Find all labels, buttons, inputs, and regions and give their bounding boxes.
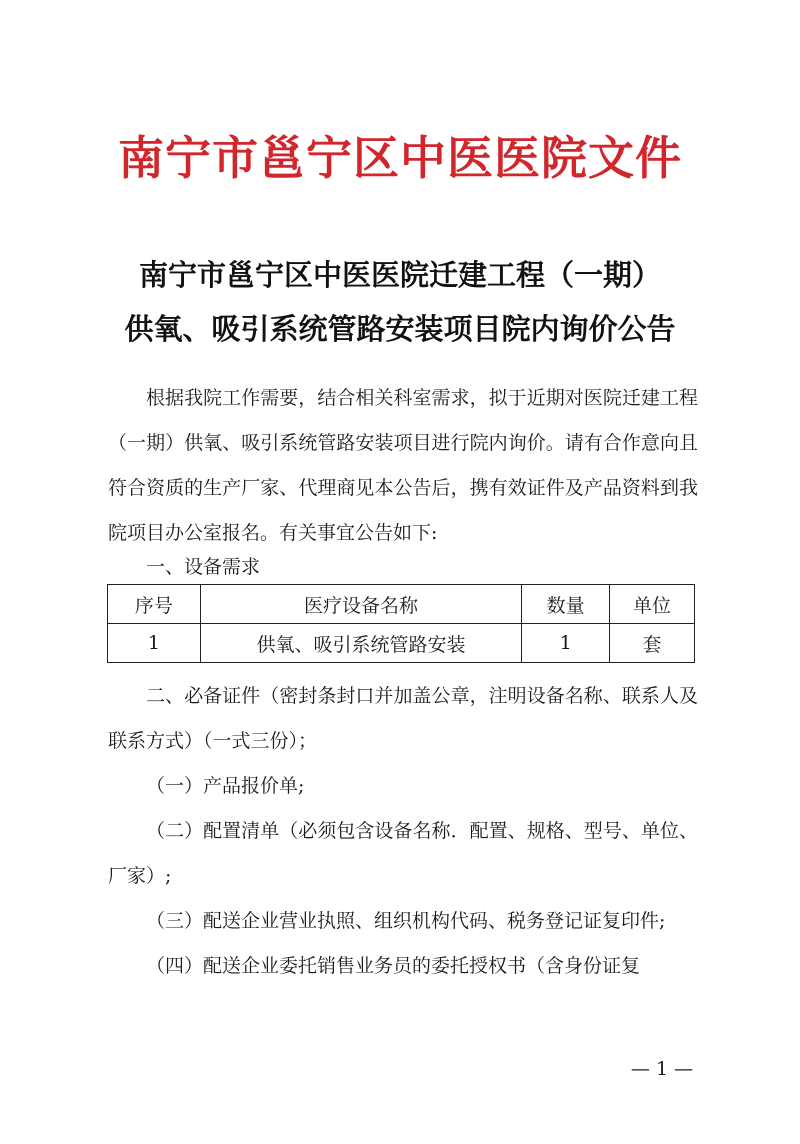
list-item: （三）配送企业营业执照、组织机构代码、税务登记证复印件; [146,910,666,932]
table-header-cell: 序号 [108,585,201,624]
section-2-heading: 二、必备证件（密封条封口并加盖公章，注明设备名称、联系人及联系方式）（一式三份）； [108,685,698,752]
table-header-cell: 数量 [522,585,610,624]
table-header-cell: 单位 [610,585,695,624]
notice-title-line-1: 南宁市邕宁区中医医院迁建工程（一期） [138,258,661,292]
table-header-row [108,585,695,624]
page-number: — 1 — [630,1058,694,1080]
notice-title [0,248,800,356]
table-row [108,624,695,663]
section-1-heading: 一、设备需求 [146,556,261,578]
table-cell: 1 [108,624,201,663]
table-header-cell: 医疗设备名称 [200,585,521,624]
section-2 [108,674,698,989]
table-cell: 套 [610,624,695,663]
intro-paragraph: 根据我院工作需要，结合相关科室需求，拟于近期对医院迁建工程（一期）供氧、吸引系统管路安装项目进行院内询价。请有合作意向且符合资质的生产厂家、代理商见本公告后，携有效证件及产品资料到我院项目办公室报名。有关事宜公告如下: [108,387,698,544]
list-item: （四）配送企业委托销售业务员的委托授权书（含身份证复 [146,955,641,977]
table-cell: 1 [522,624,610,663]
intro-section [108,376,698,556]
list-item: （一）产品报价单; [146,775,305,797]
table-cell: 供氧、吸引系统管路安装 [200,624,521,663]
notice-title-line-2: 供氧、吸引系统管路安装项目院内询价公告 [124,312,676,346]
list-item: （二）配置清单（必须包含设备名称．配置、规格、型号、单位、厂家）; [108,820,698,887]
org-file-title: 南宁市邕宁区中医医院文件 [118,131,682,185]
equipment-table [107,584,695,663]
